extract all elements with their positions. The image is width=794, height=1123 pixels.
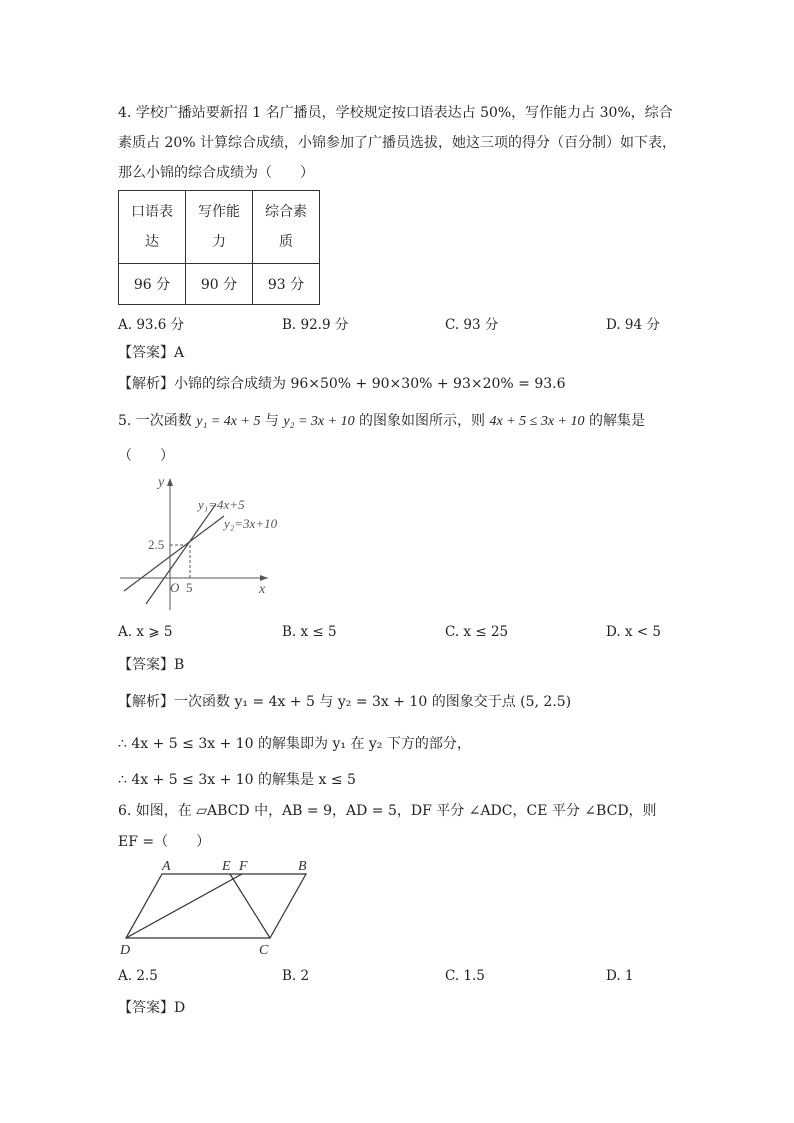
q4-answer: 【答案】A: [118, 345, 185, 361]
q5-option-d: D. x < 5: [606, 624, 662, 640]
origin-label: O: [170, 580, 180, 595]
q6-option-c: C. 1.5: [445, 968, 485, 984]
q6-stem-line-1: 6. 如图，在 ▱ABCD 中，AB = 9，AD = 5，DF 平分 ∠ADC，CE 平分 ∠BCD，则: [118, 803, 657, 819]
q6-stem-line-2: EF =（ ）: [118, 834, 211, 850]
line-y1: [146, 504, 216, 604]
y-axis-arrow: [167, 478, 173, 486]
q4-stem-line-2: 素质占 20% 计算综合成绩，小锦参加了广播员选拔，她这三项的得分（百分制）如下表，: [118, 135, 677, 151]
tick-x-label: 5: [186, 580, 193, 595]
q5-stem-line-2: （ ）: [118, 448, 174, 464]
q6-option-b: B. 2: [282, 968, 310, 984]
q5-stem-line-1: 5. 一次函数 y₁ = 4x + 5 与 y₂ = 3x + 10 的图象如图所示，则 4x + 5 ≤ 3x + 10 的解集是: [118, 413, 645, 429]
q4-analysis: 【解析】小锦的综合成绩为 96×50% + 90×30% + 93×20% = 93.6: [118, 376, 566, 392]
x-axis-arrow: [260, 575, 268, 581]
line-y1-label: y₁=4x+5: [198, 497, 245, 512]
q6-answer: 【答案】D: [118, 1000, 186, 1016]
q5-option-a: A. x ⩾ 5: [118, 624, 173, 640]
line-y2-label: y₂=3x+10: [224, 516, 278, 531]
q5-analysis-3: ∴ 4x + 5 ≤ 3x + 10 的解集是 x ≤ 5: [118, 772, 356, 788]
q4-option-c: C. 93 分: [445, 317, 499, 333]
table-header-writing: 写作能 力: [186, 191, 253, 264]
parallelogram-abcd: [126, 874, 306, 938]
q5-option-b: B. x ≤ 5: [282, 624, 337, 640]
table-header-oral: 口语表 达: [119, 191, 186, 264]
vertex-a-label: A: [162, 859, 171, 874]
tick-y-label: 2.5: [148, 537, 165, 552]
table-header-quality: 综合素 质: [253, 191, 320, 264]
q6-parallelogram-figure: [118, 856, 318, 960]
q6-option-d: D. 1: [606, 968, 634, 984]
segment-ce: [230, 874, 270, 938]
q4-score-table: [118, 190, 320, 305]
q5-answer: 【答案】B: [118, 657, 185, 673]
q5-option-c: C. x ≤ 25: [445, 624, 509, 640]
vertex-d-label: D: [120, 943, 131, 958]
y-axis-label: y: [158, 475, 165, 490]
vertex-c-label: C: [259, 943, 269, 958]
table-cell-writing-score: 90 分: [186, 264, 253, 305]
q4-stem-line-3: 那么小锦的综合成绩为（ ）: [118, 165, 314, 181]
q4-option-b: B. 92.9 分: [282, 317, 349, 333]
point-e-label: E: [222, 859, 231, 874]
point-f-label: F: [239, 859, 248, 874]
q5-analysis-2: ∴ 4x + 5 ≤ 3x + 10 的解集即为 y₁ 在 y₂ 下方的部分，: [118, 736, 471, 752]
q6-option-a: A. 2.5: [118, 968, 158, 984]
q5-function-graph: [118, 474, 298, 614]
q4-option-a: A. 93.6 分: [118, 317, 185, 333]
q5-analysis-1: 【解析】一次函数 y₁ = 4x + 5 与 y₂ = 3x + 10 的图象交于点 (5, 2.5): [118, 694, 572, 710]
table-cell-oral-score: 96 分: [119, 264, 186, 305]
q4-stem-line-1: 4. 学校广播站要新招 1 名广播员，学校规定按口语表达占 50%，写作能力占 30%，综合: [118, 105, 673, 121]
x-axis-label: x: [259, 582, 266, 597]
vertex-b-label: B: [298, 859, 307, 874]
q4-option-d: D. 94 分: [606, 317, 660, 333]
table-cell-quality-score: 93 分: [253, 264, 320, 305]
